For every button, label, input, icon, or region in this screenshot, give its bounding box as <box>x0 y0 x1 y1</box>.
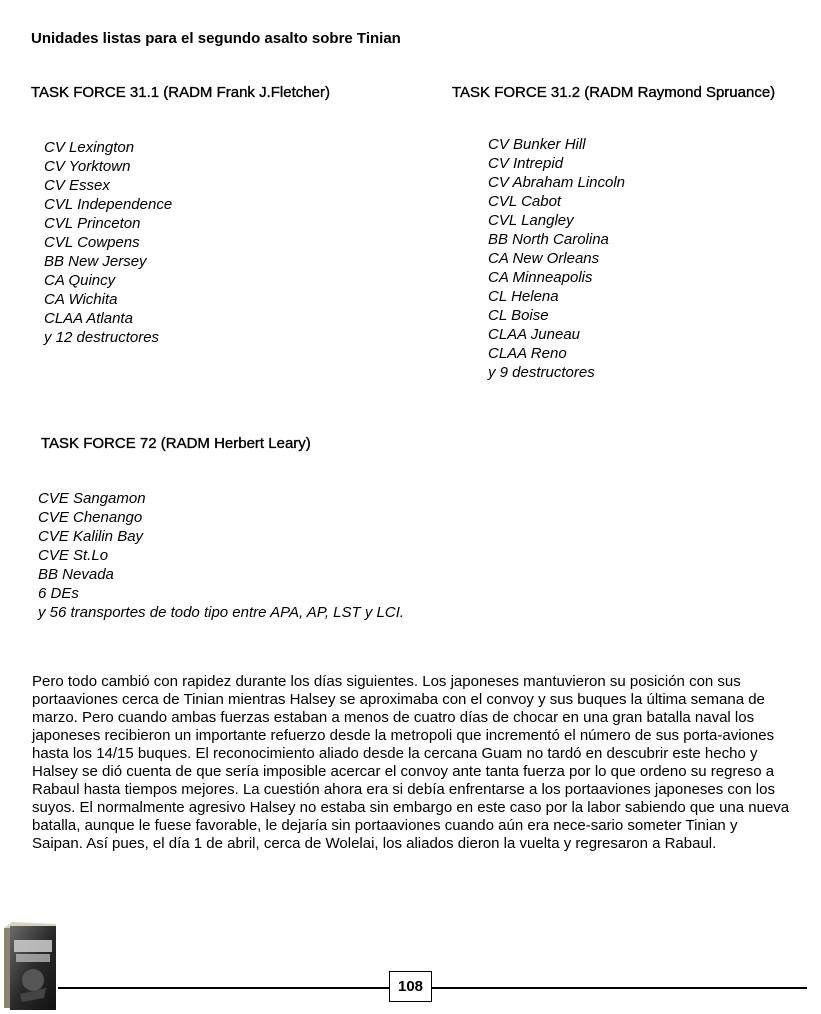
list-item: BB New Jersey <box>44 253 147 270</box>
list-item: CV Yorktown <box>44 158 131 175</box>
list-item: CV Lexington <box>44 139 135 156</box>
page-title: Unidades listas para el segundo asalto sobre Tinian <box>31 30 401 47</box>
list-item: CL Helena <box>488 288 559 305</box>
list-item: CLAA Juneau <box>488 326 581 343</box>
list-item: CLAA Reno <box>488 345 567 362</box>
task-force-31-1-ship-list <box>44 138 172 347</box>
list-item: BB Nevada <box>38 566 114 583</box>
list-item: CVE Sangamon <box>38 490 146 507</box>
list-item: BB North Carolina <box>488 231 609 248</box>
game-box-image <box>4 922 56 1010</box>
footer-divider-right <box>432 987 807 989</box>
list-item: CVL Princeton <box>44 215 141 232</box>
list-item: 6 DEs <box>38 585 79 602</box>
list-item: CVL Cabot <box>488 193 562 210</box>
list-item: CV Essex <box>44 177 110 194</box>
list-item: CVL Cowpens <box>44 234 140 251</box>
list-item: CA Wichita <box>44 291 118 308</box>
list-item: CLAA Atlanta <box>44 310 133 327</box>
body-paragraph: Pero todo cambió con rapidez durante los días siguientes. Los japoneses mantuvieron su posición con sus portaaviones cerca de Tinian mientras Halsey se aproximaba con el convoy y sus buques la última semana de marzo. Pero cuando ambas fuerzas estaban a menos de cuatro días de chocar en una gran batalla naval los japoneses recibieron un importante refuerzo desde la metropoli que incrementó el número de sus porta-aviones hasta los 14/15 buques. El reconocimiento aliado desde la cercana Guam no tardó en descubrir este hecho y Halsey se dió cuenta de que sería imposible acercar el convoy ante tanta fuerza por lo que ordeno su regreso a Rabaul hasta tiempos mejores. La cuestión ahora era si debía enfrentarse a los portaaviones japoneses con los suyos. El normalmente agresivo Halsey no estaba sin embargo en este caso por la labor sabiendo que una nueva batalla, aunque le fuese favorable, le dejaría sin portaaviones cuando aún era nece-sario someter Tinian y Saipan. Así pues, el día 1 de abril, cerca de Wolelai, los aliados dieron la vuelta y regresaron a Rabaul. <box>32 673 790 852</box>
list-item: CL Boise <box>488 307 549 324</box>
task-force-72-ship-list <box>38 489 404 622</box>
list-item: y 9 destructores <box>488 364 595 381</box>
list-item: CVE Kalilin Bay <box>38 528 144 545</box>
list-item: CA Minneapolis <box>488 269 593 286</box>
list-item: y 12 destructores <box>44 329 160 346</box>
footer-divider-left <box>58 987 389 989</box>
list-item: CA New Orleans <box>488 250 600 267</box>
list-item: CV Intrepid <box>488 155 564 172</box>
list-item: CA Quincy <box>44 272 116 289</box>
list-item: CV Bunker Hill <box>488 136 586 153</box>
task-force-72-heading: TASK FORCE 72 (RADM Herbert Leary) <box>41 435 311 452</box>
task-force-31-1-heading: TASK FORCE 31.1 (RADM Frank J.Fletcher) <box>31 84 330 101</box>
page-number: 108 <box>389 971 432 1002</box>
task-force-31-2-ship-list <box>488 135 625 382</box>
list-item: CVL Langley <box>488 212 574 229</box>
list-item: y 56 transportes de todo tipo entre APA, AP, LST y LCI. <box>38 604 405 621</box>
task-force-31-2-heading: TASK FORCE 31.2 (RADM Raymond Spruance) <box>452 84 776 101</box>
list-item: CVE St.Lo <box>38 547 109 564</box>
list-item: CV Abraham Lincoln <box>488 174 626 191</box>
list-item: CVL Independence <box>44 196 173 213</box>
list-item: CVE Chenango <box>38 509 143 526</box>
